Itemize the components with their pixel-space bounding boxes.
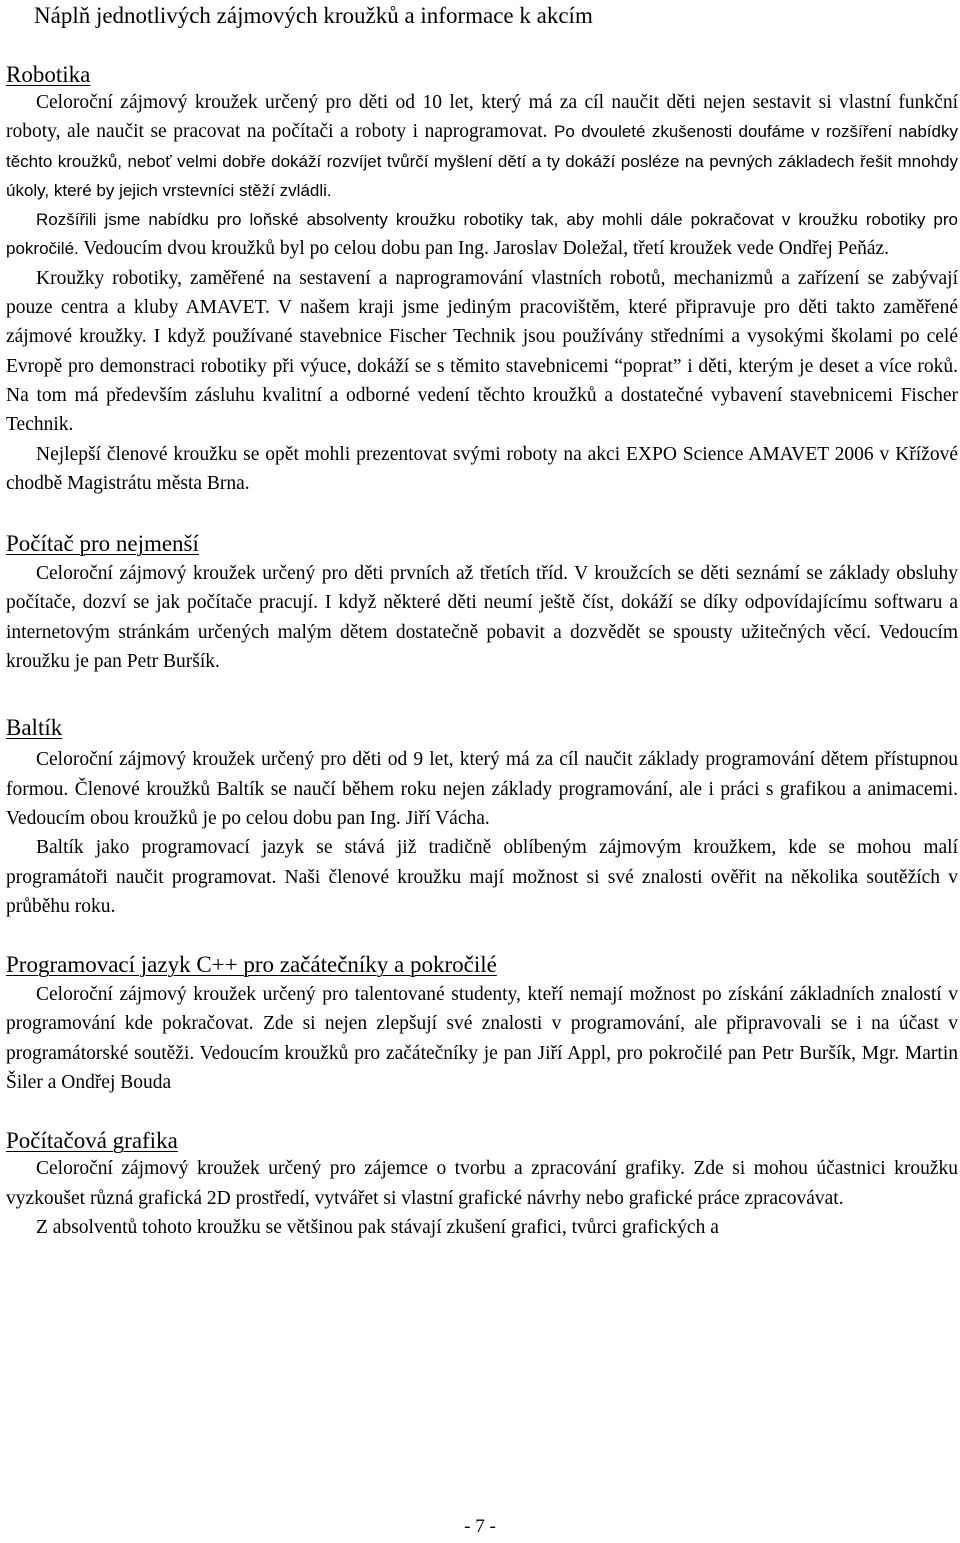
paragraph: Celoroční zájmový kroužek určený pro talentované studenty, kteří nemají možnost po získání základních znalostí v programování kde pokračovat. Zde si nejen zlepšují své znalosti v programování, ale připravovali se i na účast v programátorské soutěži. Vedoucím kroužků pro začátečníky je pan Jiří Appl, pro pokročilé pan Petr Buršík, Mgr. Martin Šiler a Ondřej Bouda — [6, 984, 958, 1094]
page-number: - 7 - — [464, 1516, 496, 1537]
paragraph: Kroužky robotiky, zaměřené na sestavení a naprogramování vlastních robotů, mechanizmů a zařízení se zabývají pouze centra a kluby AMAVET. V našem kraji jsme jediným pracovištěm, které připravuje pro děti takto zaměřené zájmové kroužky. I když používané stavebnice Fischer Technik jsou používány středními a vysokými školami po celé Evropě pro demonstraci robotiky při výuce, dokáží se s těmito stavebnicemi “poprat” i děti, kterým je deset a více roků. Na tom má především zásluhu kvalitní a odborné vedení těchto kroužků a dostatečné vybavení stavebnicemi Fischer Technik. — [6, 267, 958, 436]
document-page — [6, 0, 958, 1242]
paragraph-text-serif: Celoroční zájmový kroužek určený pro děti od 10 let, který má za cíl naučit děti nejen sestavit si vlastní funkční roboty, ale naučit se pracovat na počítači a roboty i naprogramovat. — [6, 92, 958, 143]
section-robotika — [6, 61, 958, 498]
paragraph-text-sans: Po dvouleté zkušenosti doufáme v rozšíření nabídky těchto kroužků, neboť velmi dobře dokáží rozvíjet tvůrčí myšlení dětí a ty dokáží posléze na pevných základech řešit mnohdy úkoly, které by jejich vrstevníci stěží zvládli. — [6, 122, 958, 200]
section-heading-baltik: Baltík — [6, 715, 63, 741]
section-heading-robotika: Robotika — [6, 62, 91, 87]
section-baltik — [6, 714, 958, 921]
paragraph — [6, 88, 958, 205]
paragraph: Celoroční zájmový kroužek určený pro zájemce o tvorbu a zpracování grafiky. Zde si mohou účastnici kroužku vyzkoušet různá grafická 2D prostředí, vytvářet si vlastní grafické návrhy nebo grafické práce zpracovávat. — [6, 1158, 958, 1209]
paragraph: Celoroční zájmový kroužek určený pro děti prvních až třetích tříd. V kroužcích se děti seznámí se základy obsluhy počítače, dozví se jak počítače pracují. I když některé děti neumí ještě číst, dokáží se díky odpovídajícímu softwaru a internetovým stránkám určených malým dětem dostatečně pobavit a dozvědět se spousty užitečných věcí. Vedoucím kroužku je pan Petr Buršík. — [6, 563, 958, 673]
paragraph: Nejlepší členové kroužku se opět mohli prezentovat svými roboty na akci EXPO Science AMAVET 2006 v Křížové chodbě Magistrátu města Brna. — [6, 443, 958, 494]
paragraph — [6, 205, 958, 264]
section-pocitac-pro-nejmensi — [6, 530, 958, 676]
section-heading-pocitacova-grafika: Počítačová grafika — [6, 1128, 178, 1154]
section-heading-cpp: Programovací jazyk C++ pro začátečníky a pokročilé — [6, 952, 497, 978]
document-title: Náplň jednotlivých zájmových kroužků a informace k akcím — [34, 3, 593, 28]
paragraph-text-sans: Rozšířili jsme nabídku pro loňské absolventy kroužku robotiky tak, aby mohli dále pokračovat v kroužku robotiky pro pokročilé. — [6, 210, 958, 259]
paragraph: Baltík jako programovací jazyk se stává již tradičně oblíbeným zájmovým kroužkem, kde se mohou malí programátoři naučit programovat. Naši členové kroužku mají možnost si své znalosti ověřit na několika soutěžích v průběhu roku. — [6, 837, 958, 917]
paragraph-text-serif: Vedoucím dvou kroužků byl po celou dobu pan Ing. Jaroslav Doležal, třetí kroužek vede Ondřej Peňáz. — [78, 238, 890, 260]
section-heading-pocitac-pro-nejmensi: Počítač pro nejmenší — [6, 531, 199, 557]
paragraph: Celoroční zájmový kroužek určený pro děti od 9 let, který má za cíl naučit základy programování dětem přístupnou formou. Členové kroužků Baltík se naučí během roku nejen základy programování, ale i práci s grafikou a animacemi. Vedoucím obou kroužků je po celou dobu pan Ing. Jiří Vácha. — [6, 749, 958, 829]
paragraph: Z absolventů tohoto kroužku se většinou pak stávají zkušení grafici, tvůrci grafických a — [36, 1216, 719, 1238]
section-cpp — [6, 951, 958, 1097]
section-pocitacova-grafika — [6, 1127, 958, 1242]
